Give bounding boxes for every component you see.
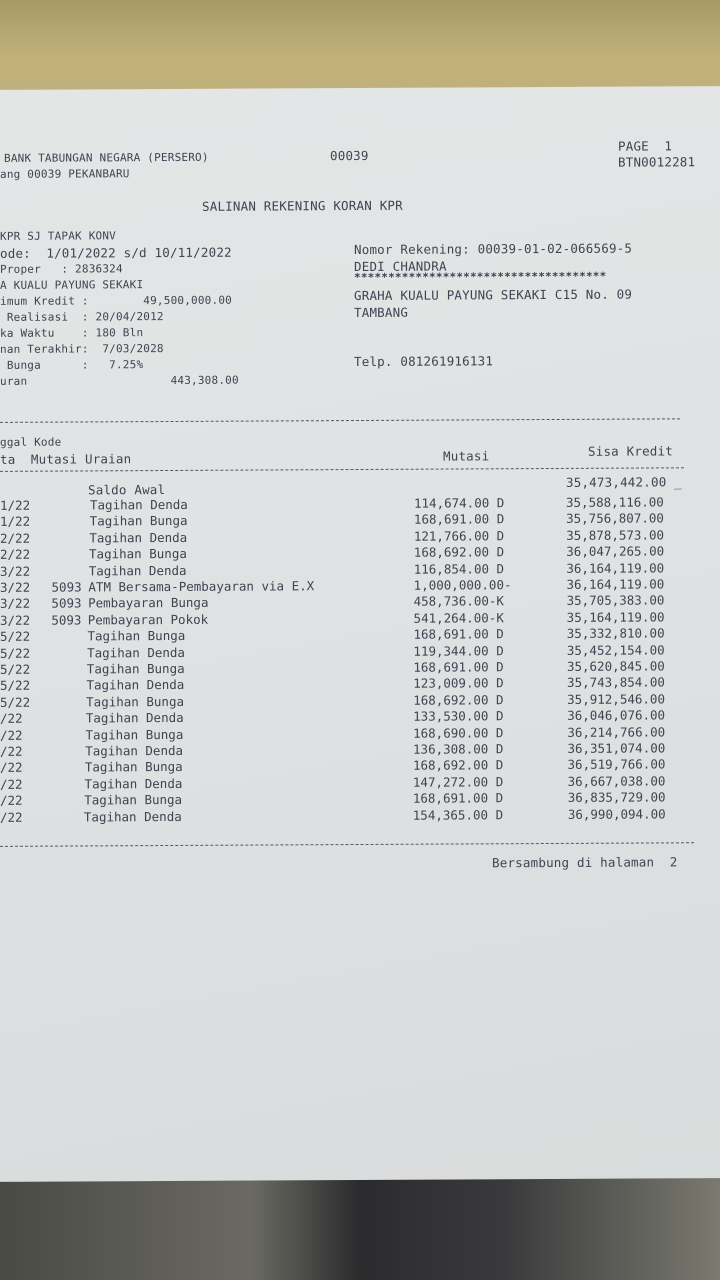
col-header-sisa-kredit: Sisa Kredit (588, 443, 673, 459)
row-mutasi: 133,530.00 D (413, 708, 504, 724)
row-mutasi: 119,344.00 D (413, 642, 504, 659)
row-date: 2/22 (0, 530, 31, 546)
info-line: ode: 1/01/2022 s/d 10/11/2022 (0, 244, 232, 261)
divider (0, 418, 680, 423)
row-sisa-kredit: 36,667,038.00 (567, 773, 666, 789)
row-sisa-kredit: 36,164,119.00 (566, 560, 665, 576)
row-description: Tagihan Denda (85, 710, 184, 726)
row-mutasi: 168,690.00 D (413, 724, 504, 741)
row-mutasi: 136,308.00 D (413, 741, 504, 757)
row-date: 2/22 (0, 546, 31, 563)
row-mutasi: 541,264.00-K (413, 610, 504, 626)
info-line: A KUALU PAYUNG SEKAKI (0, 278, 144, 292)
row-description: Tagihan Bunga (86, 660, 185, 677)
row-date: /22 (0, 809, 23, 825)
row-mutasi: 168,692.00 D (412, 757, 504, 774)
row-sisa-kredit: 35,743,854.00 (567, 674, 665, 691)
row-sisa-kredit: 36,164,119.00 (566, 576, 665, 592)
row-sisa-kredit: 35,878,573.00 (566, 527, 665, 543)
row-description: Tagihan Denda (86, 677, 185, 693)
info-line: Bunga : 7.25% (0, 358, 144, 372)
col-header-uraian: ta Mutasi Uraian (0, 451, 132, 467)
row-mutasi: 458,736.00-K (413, 593, 504, 610)
opening-balance-value: 35,473,442.00 _ (566, 474, 682, 490)
row-description: Tagihan Denda (83, 808, 182, 825)
row-date: 3/22 (0, 579, 31, 595)
row-date: 3/22 (0, 563, 31, 579)
row-description: Pembayaran Pokok (87, 611, 209, 628)
row-description: Tagihan Bunga (86, 693, 184, 710)
row-description: Tagihan Bunga (84, 792, 183, 808)
row-description: Tagihan Denda (84, 775, 183, 792)
row-date: 5/22 (0, 628, 31, 645)
row-description: Tagihan Denda (87, 644, 185, 661)
row-code: 5093 (51, 579, 82, 595)
row-sisa-kredit: 35,164,119.00 (566, 609, 665, 625)
row-description: Tagihan Bunga (89, 513, 188, 529)
row-date: 3/22 (0, 596, 31, 612)
document-title: SALINAN REKENING KORAN KPR (202, 197, 403, 214)
row-sisa-kredit: 35,452,154.00 (566, 641, 665, 658)
col-header-date-code: ggal Kode (0, 435, 62, 449)
continued-note: Bersambung di halaman 2 (492, 854, 678, 871)
row-sisa-kredit: 35,705,383.00 (566, 592, 665, 609)
row-date: 5/22 (0, 678, 31, 694)
branch-code: 00039 (330, 147, 369, 164)
row-date: /22 (0, 776, 23, 792)
info-line: Proper : 2836324 (0, 262, 123, 276)
row-date: 1/22 (0, 514, 31, 530)
row-date: 5/22 (0, 645, 31, 661)
info-line: KPR SJ TAPAK KONV (0, 229, 116, 243)
row-code: 5093 (51, 595, 82, 612)
divider (0, 467, 684, 472)
row-date: 1/22 (0, 497, 31, 513)
row-sisa-kredit: 36,835,729.00 (567, 789, 666, 806)
info-line: imum Kredit : 49,500,000.00 (0, 293, 232, 308)
background-table-surface (0, 0, 720, 100)
row-mutasi: 116,854.00 D (413, 560, 505, 577)
row-description: ATM Bersama-Pembayaran via E.X (88, 578, 315, 595)
row-mutasi: 123,009.00 D (413, 675, 504, 692)
account-number: Nomor Rekening: 00039-01-02-066569-5 (354, 240, 633, 258)
row-mutasi: 154,365.00 D (412, 806, 504, 823)
row-sisa-kredit: 36,519,766.00 (567, 756, 666, 773)
row-date: /22 (0, 760, 23, 776)
row-sisa-kredit: 35,912,546.00 (567, 691, 665, 707)
row-date: 5/22 (0, 694, 31, 710)
info-line: uran 443,308.00 (0, 373, 239, 388)
row-description: Tagihan Bunga (84, 759, 183, 775)
row-date: /22 (0, 710, 23, 727)
row-description: Tagihan Bunga (85, 726, 184, 743)
address-line-2: TAMBANG (354, 304, 409, 321)
row-mutasi: 147,272.00 D (412, 774, 504, 790)
branch-name: ang 00039 PEKANBARU (0, 167, 130, 181)
row-mutasi: 168,692.00 D (413, 692, 504, 708)
row-sisa-kredit: 36,046,076.00 (567, 707, 666, 724)
bank-name: BANK TABUNGAN NEGARA (PERSERO) (4, 150, 209, 165)
row-description: Tagihan Denda (90, 496, 188, 513)
address-line-1: GRAHA KUALU PAYUNG SEKAKI C15 No. 09 (354, 286, 633, 304)
row-date: 5/22 (0, 661, 31, 677)
row-sisa-kredit: 35,588,116.00 (566, 494, 664, 510)
row-sisa-kredit: 36,047,265.00 (566, 543, 665, 560)
col-header-mutasi: Mutasi (443, 448, 490, 464)
row-mutasi: 168,691.00 D (413, 626, 504, 642)
row-date: /22 (0, 727, 23, 743)
customer-name: DEDI CHANDRA (354, 258, 447, 275)
row-description: Tagihan Bunga (87, 628, 186, 644)
divider (0, 842, 694, 847)
document-id: BTN0012281 (618, 154, 696, 170)
row-description: Pembayaran Bunga (88, 595, 209, 611)
opening-balance-label: Saldo Awal (88, 482, 166, 498)
row-sisa-kredit: 35,620,845.00 (566, 658, 665, 674)
row-code: 5093 (51, 612, 82, 628)
row-mutasi: 114,674.00 D (414, 495, 505, 511)
page-number: PAGE 1 (618, 138, 673, 154)
row-date: /22 (0, 792, 23, 809)
row-mutasi: 168,692.00 D (413, 544, 505, 560)
row-description: Tagihan Denda (88, 562, 187, 579)
row-date: /22 (0, 743, 23, 759)
row-mutasi: 168,691.00 D (413, 511, 505, 528)
row-sisa-kredit: 36,351,074.00 (567, 740, 666, 756)
row-date: 3/22 (0, 612, 31, 628)
row-mutasi: 168,691.00 D (413, 659, 504, 675)
row-sisa-kredit: 35,332,810.00 (566, 625, 665, 642)
row-description: Tagihan Denda (89, 529, 188, 546)
row-mutasi: 1,000,000.00- (413, 577, 512, 593)
info-line: nan Terakhir: 7/03/2028 (0, 342, 164, 356)
row-sisa-kredit: 36,990,094.00 (567, 805, 666, 822)
row-sisa-kredit: 35,756,807.00 (566, 510, 664, 527)
row-description: Tagihan Bunga (89, 546, 187, 562)
background-floor (0, 1170, 720, 1280)
separator-stars: ************************************* (354, 269, 607, 285)
row-sisa-kredit: 36,214,766.00 (567, 723, 666, 740)
row-mutasi: 168,691.00 D (412, 790, 504, 806)
bank-statement-paper (0, 86, 720, 1182)
info-line: Realisasi : 20/04/2012 (0, 310, 164, 324)
row-description: Tagihan Denda (85, 742, 184, 759)
row-mutasi: 121,766.00 D (413, 528, 505, 544)
info-line: ka Waktu : 180 Bln (0, 326, 144, 340)
phone-number: Telp. 081261916131 (354, 353, 494, 370)
table-row (0, 806, 720, 827)
